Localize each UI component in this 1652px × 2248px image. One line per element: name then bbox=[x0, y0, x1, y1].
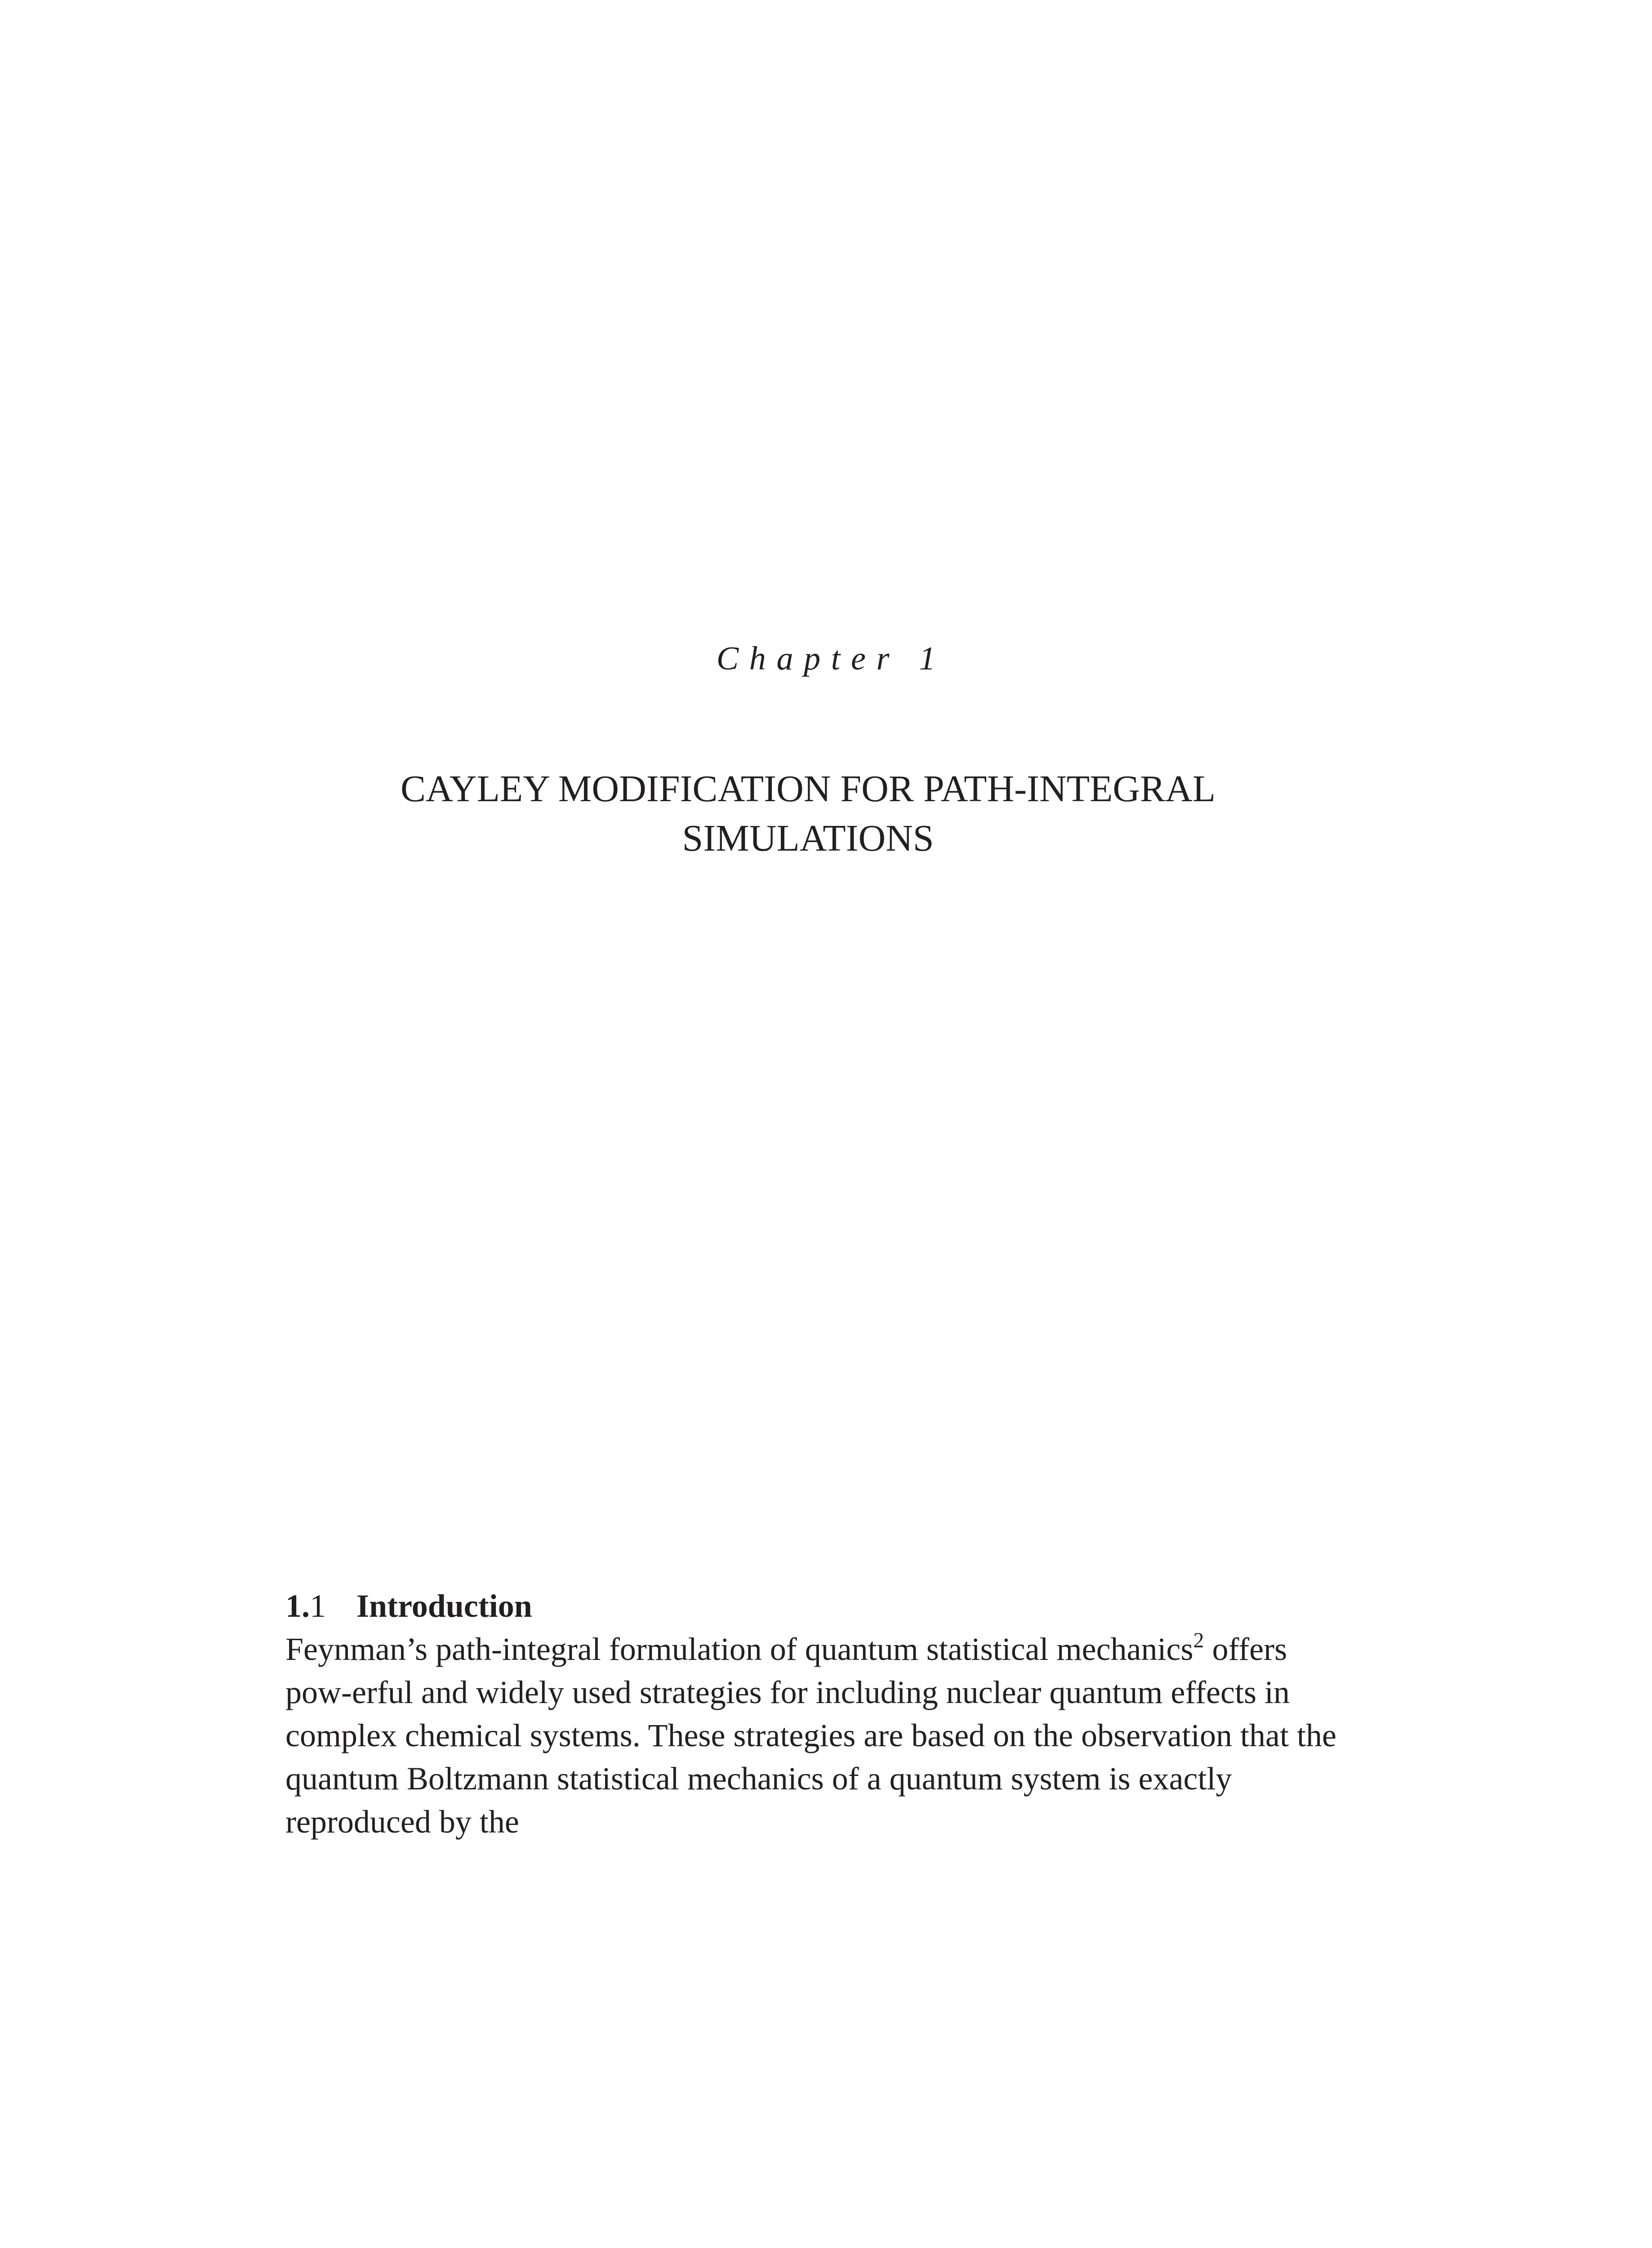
section-number-minor: 1 bbox=[310, 1588, 326, 1624]
section-number-major: 1. bbox=[285, 1588, 310, 1624]
paragraph-line-1-tail: offers bbox=[1204, 1631, 1287, 1667]
chapter-title-line-1: CAYLEY MODIFICATION FOR PATH-INTEGRAL bbox=[400, 768, 1216, 810]
chapter-label: Chapter 1 bbox=[716, 640, 946, 677]
paragraph-line-5: reproduced by the bbox=[285, 1804, 519, 1840]
citation-superscript: 2 bbox=[1193, 1628, 1204, 1652]
paragraph-line-4: quantum Boltzmann statistical mechanics of a quantum system is exactly bbox=[285, 1761, 1232, 1797]
paragraph-line-2: pow-erful and widely used strategies for including nuclear quantum effects in bbox=[285, 1674, 1290, 1710]
section-title: Introduction bbox=[356, 1588, 532, 1624]
section-heading bbox=[285, 1584, 1373, 1628]
introduction-section bbox=[285, 1584, 1373, 1843]
paragraph-line-3: complex chemical systems. These strategies are based on the observation that the bbox=[285, 1717, 1336, 1753]
chapter-title-line-2: SIMULATIONS bbox=[682, 817, 934, 859]
introduction-paragraph bbox=[285, 1628, 1373, 1843]
chapter-title bbox=[270, 764, 1346, 863]
paragraph-line-1 bbox=[285, 1628, 1373, 1671]
paragraph-line-1-text: Feynman’s path-integral formulation of quantum statistical mechanics bbox=[285, 1631, 1193, 1667]
section-number bbox=[285, 1584, 356, 1628]
